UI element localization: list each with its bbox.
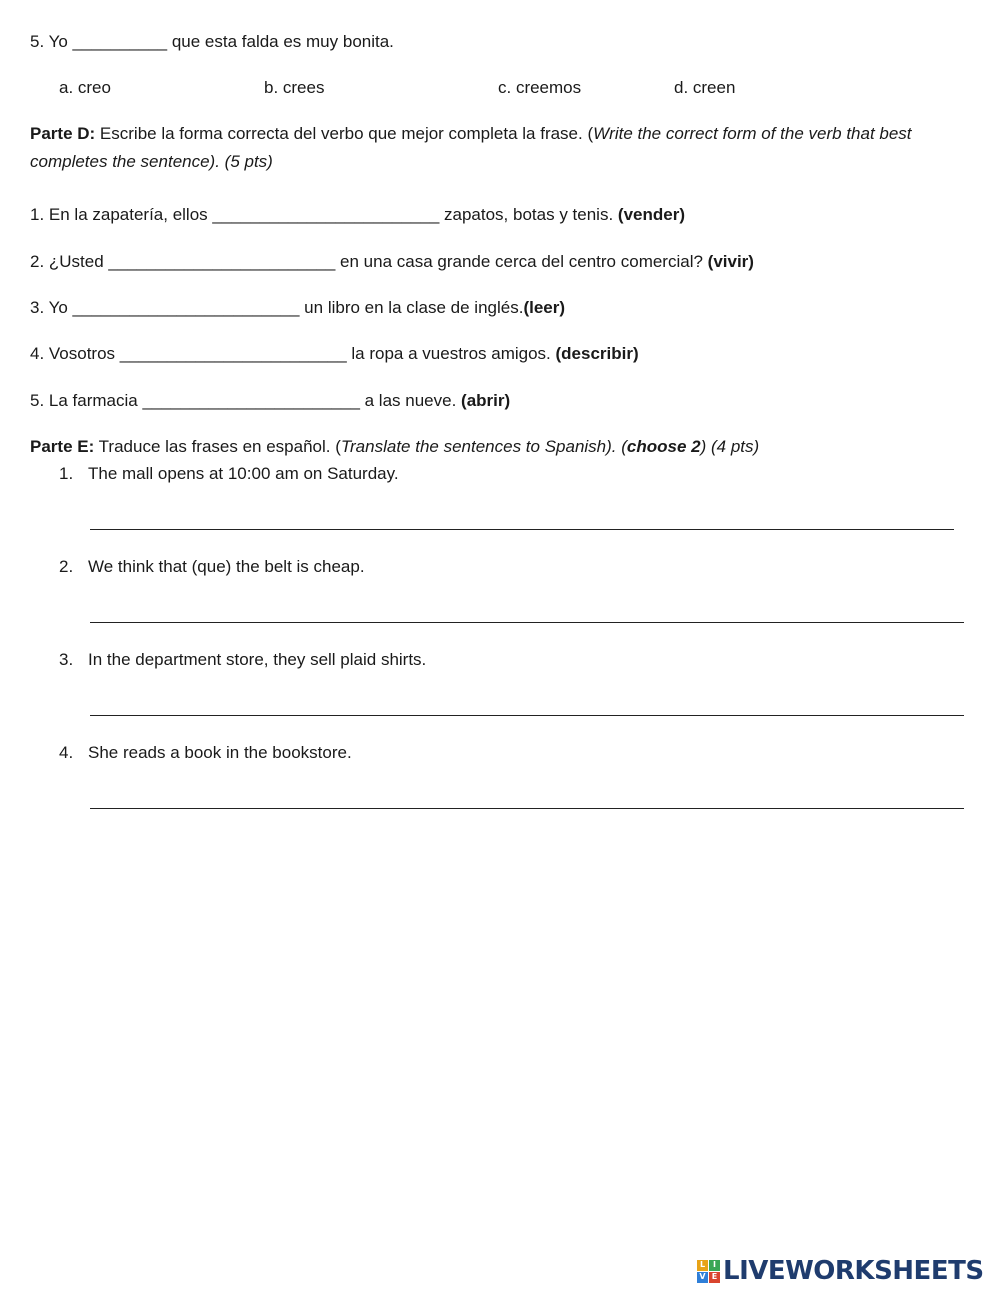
option-c[interactable]: c. creemos bbox=[498, 78, 582, 97]
answer-line-1[interactable] bbox=[90, 529, 954, 530]
question-5-prompt: 5. Yo __________ que esta falda es muy bonita. bbox=[30, 32, 394, 51]
parte-e-item-3-number: 3. bbox=[59, 650, 74, 669]
parte-e-english: Translate the sentences to Spanish). ( bbox=[340, 437, 627, 456]
parte-e-pts: ) (4 pts) bbox=[700, 437, 760, 456]
verb-hint: (vender) bbox=[617, 205, 685, 224]
parte-d-item-2[interactable] bbox=[30, 251, 754, 273]
answer-line-4[interactable] bbox=[90, 808, 964, 809]
parte-e-instruction: Traduce las frases en español. ( bbox=[94, 437, 341, 456]
logo-block-i: I bbox=[709, 1260, 720, 1271]
parte-e-heading bbox=[30, 436, 759, 458]
parte-d-item-5[interactable] bbox=[30, 390, 510, 412]
logo-block-v: V bbox=[697, 1272, 708, 1283]
item-text: 4. Vosotros ________________________ la ropa a vuestros amigos. bbox=[30, 344, 556, 363]
parte-d-instruction: Escribe la forma correcta del verbo que mejor completa la frase. ( bbox=[95, 124, 594, 143]
logo-block-e: E bbox=[709, 1272, 720, 1283]
logo-mark-icon bbox=[697, 1260, 720, 1283]
item-text: 1. En la zapatería, ellos ________________________ zapatos, botas y tenis. bbox=[30, 205, 618, 224]
parte-e-item-4-text: She reads a book in the bookstore. bbox=[88, 743, 352, 762]
parte-d-english: Write the correct form of the verb that best bbox=[593, 124, 912, 143]
option-b[interactable]: b. crees bbox=[264, 78, 325, 97]
verb-hint: (describir) bbox=[555, 344, 639, 363]
liveworksheets-logo[interactable] bbox=[697, 1255, 984, 1287]
answer-line-3[interactable] bbox=[90, 715, 964, 716]
parte-e-item-2-number: 2. bbox=[59, 557, 74, 576]
option-d[interactable]: d. creen bbox=[674, 78, 736, 97]
parte-e-label: Parte E: bbox=[30, 437, 95, 456]
verb-hint: (leer) bbox=[523, 298, 566, 317]
logo-wordmark: LIVEWORKSHEETS bbox=[723, 1256, 984, 1286]
parte-e-choose: choose 2 bbox=[626, 437, 701, 456]
item-text: 5. La farmacia _______________________ a las nueve. bbox=[30, 391, 462, 410]
verb-hint: (abrir) bbox=[461, 391, 511, 410]
parte-d-label: Parte D: bbox=[30, 124, 96, 143]
parte-e-item-1-number: 1. bbox=[59, 464, 74, 483]
parte-e-item-3-text: In the department store, they sell plaid shirts. bbox=[88, 650, 427, 669]
item-text: 3. Yo ________________________ un libro en la clase de inglés. bbox=[30, 298, 524, 317]
parte-e-item-4-number: 4. bbox=[59, 743, 74, 762]
option-a[interactable]: a. creo bbox=[59, 78, 111, 97]
parte-d-item-4[interactable] bbox=[30, 343, 639, 365]
parte-e-item-2-text: We think that (que) the belt is cheap. bbox=[88, 557, 365, 576]
parte-d-item-1[interactable] bbox=[30, 204, 685, 226]
parte-d-item-3[interactable] bbox=[30, 297, 565, 319]
answer-line-2[interactable] bbox=[90, 622, 964, 623]
logo-block-l: L bbox=[697, 1260, 708, 1271]
item-text: 2. ¿Usted ________________________ en una casa grande cerca del centro comercial? bbox=[30, 252, 708, 271]
parte-d-heading bbox=[30, 123, 912, 145]
verb-hint: (vivir) bbox=[707, 252, 754, 271]
parte-e-item-1-text: The mall opens at 10:00 am on Saturday. bbox=[88, 464, 399, 483]
parte-d-english-cont: completes the sentence). (5 pts) bbox=[30, 152, 273, 171]
